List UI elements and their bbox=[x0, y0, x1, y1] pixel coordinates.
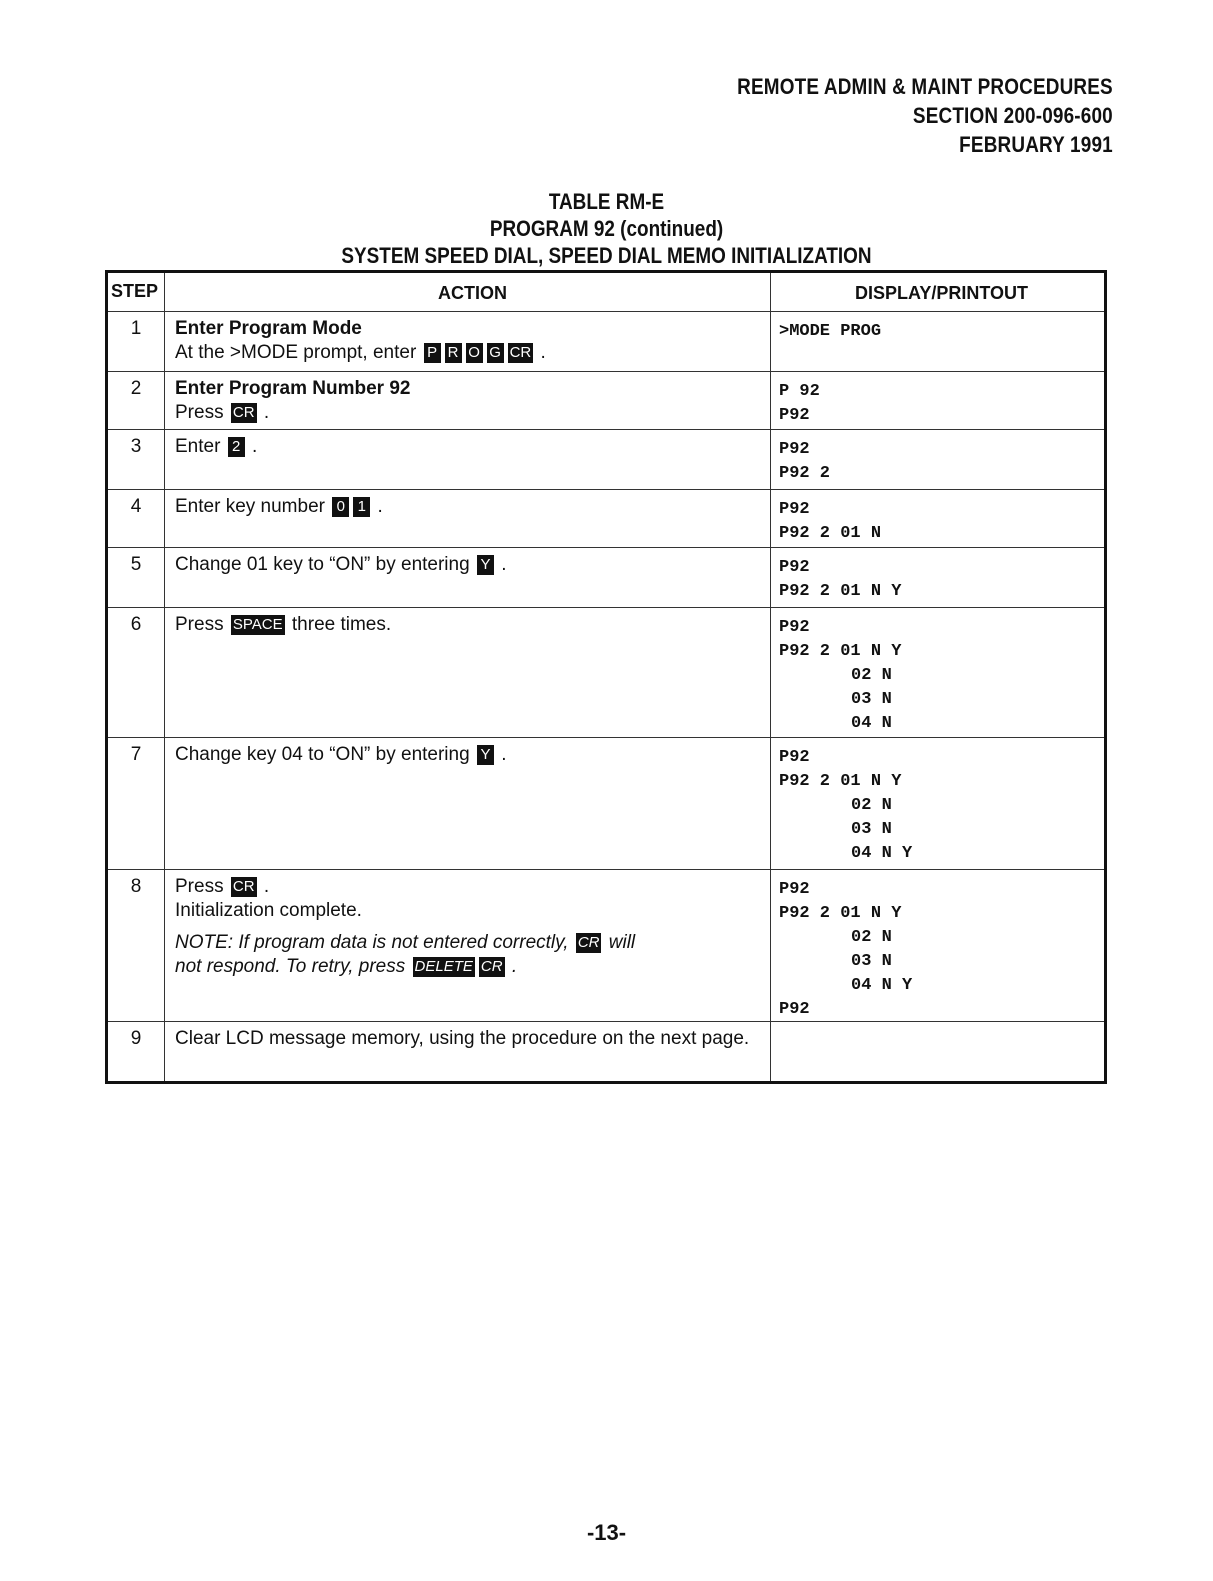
table-row bbox=[108, 371, 1104, 429]
action-cell bbox=[165, 372, 771, 429]
table-row bbox=[108, 489, 1104, 547]
display-line: 03 N bbox=[851, 820, 892, 839]
key-delete-icon: DELETE bbox=[414, 958, 473, 975]
action-text bbox=[175, 435, 770, 459]
key-cr-icon: CR bbox=[232, 878, 255, 895]
step-number: 6 bbox=[108, 608, 165, 737]
action-text bbox=[175, 341, 770, 365]
step-number: 2 bbox=[108, 372, 165, 429]
display-cell bbox=[771, 738, 1104, 869]
display-line: >MODE PROG bbox=[779, 322, 882, 341]
note-text: . bbox=[511, 956, 518, 977]
display-line: P92 2 01 N bbox=[779, 524, 882, 543]
table-row bbox=[108, 1021, 1104, 1081]
action-text bbox=[175, 495, 770, 519]
table-row bbox=[108, 869, 1104, 1021]
action-text bbox=[175, 875, 770, 899]
display-line: P92 bbox=[779, 618, 810, 637]
note-text: will bbox=[608, 932, 636, 953]
display-line: 04 N Y bbox=[851, 976, 913, 995]
action-label: Change 01 key to “ON” by entering bbox=[175, 554, 470, 575]
table-row bbox=[108, 311, 1104, 371]
step-number: 3 bbox=[108, 430, 165, 489]
display-line: 02 N bbox=[851, 796, 892, 815]
display-cell bbox=[771, 548, 1104, 607]
action-cell bbox=[165, 490, 771, 547]
action-label: Change key 04 to “ON” by entering bbox=[175, 744, 470, 765]
action-text bbox=[175, 553, 770, 577]
display-line: P92 bbox=[779, 1000, 810, 1019]
step-number: 9 bbox=[108, 1022, 165, 1081]
action-title: Enter Program Number 92 bbox=[175, 378, 411, 399]
action-end: . bbox=[263, 402, 270, 423]
display-cell bbox=[771, 430, 1104, 489]
key-2-icon: 2 bbox=[228, 437, 245, 457]
table-row bbox=[108, 429, 1104, 489]
display-line: 04 N Y bbox=[851, 844, 913, 863]
key-o-icon: O bbox=[466, 343, 483, 363]
action-end: . bbox=[263, 876, 270, 897]
key-space-icon: SPACE bbox=[232, 616, 283, 633]
action-end: . bbox=[501, 744, 507, 765]
display-line: P92 bbox=[779, 440, 810, 459]
display-cell bbox=[771, 1022, 1104, 1081]
display-line: P92 2 bbox=[779, 464, 831, 483]
action-cell bbox=[165, 738, 771, 869]
table-subtitle: SYSTEM SPEED DIAL, SPEED DIAL MEMO INITIALIZATION bbox=[341, 243, 872, 268]
table-title bbox=[0, 188, 1213, 269]
key-1-icon: 1 bbox=[353, 497, 370, 517]
action-label: Press bbox=[175, 402, 224, 423]
display-line: P92 bbox=[779, 748, 810, 767]
program-title: PROGRAM 92 (continued) bbox=[489, 216, 724, 241]
display-line: P92 2 01 N Y bbox=[779, 904, 902, 923]
table-row bbox=[108, 547, 1104, 607]
action-end: . bbox=[377, 496, 383, 517]
procedure-table bbox=[105, 270, 1107, 1084]
table-row bbox=[108, 737, 1104, 869]
action-text bbox=[175, 401, 770, 425]
display-line: P 92 bbox=[779, 382, 820, 401]
action-title: Enter Program Mode bbox=[175, 318, 362, 339]
display-line: 03 N bbox=[851, 690, 892, 709]
step-number: 1 bbox=[108, 312, 165, 371]
header-date: FEBRUARY 1991 bbox=[959, 132, 1113, 157]
action-end: three times. bbox=[291, 614, 392, 635]
action-end: . bbox=[540, 342, 546, 363]
display-line: 02 N bbox=[851, 666, 892, 685]
document-header bbox=[737, 72, 1113, 159]
action-note bbox=[175, 931, 770, 979]
step-number: 8 bbox=[108, 870, 165, 1021]
display-line: P92 2 01 N Y bbox=[779, 772, 902, 791]
note-text: not respond. To retry, press bbox=[175, 956, 406, 977]
header-title: REMOTE ADMIN & MAINT PROCEDURES bbox=[737, 74, 1113, 99]
step-number: 5 bbox=[108, 548, 165, 607]
action-text bbox=[175, 1027, 770, 1051]
display-cell bbox=[771, 490, 1104, 547]
action-label: Press bbox=[175, 614, 224, 635]
key-cr-icon: CR bbox=[480, 958, 503, 975]
table-row bbox=[108, 607, 1104, 737]
table-header-row bbox=[108, 273, 1104, 311]
step-number: 4 bbox=[108, 490, 165, 547]
key-0-icon: 0 bbox=[332, 497, 349, 517]
key-cr-icon: CR bbox=[577, 934, 600, 951]
display-line: 02 N bbox=[851, 928, 892, 947]
display-cell bbox=[771, 372, 1104, 429]
key-y-icon: Y bbox=[477, 555, 494, 575]
action-cell bbox=[165, 312, 771, 371]
display-line: P92 bbox=[779, 406, 810, 425]
action-text bbox=[175, 743, 770, 767]
action-text-secondary: Initialization complete. bbox=[175, 900, 362, 921]
action-end: . bbox=[251, 436, 258, 457]
key-y-icon: Y bbox=[477, 745, 494, 765]
column-header-step: STEP bbox=[108, 273, 165, 311]
header-section: SECTION 200-096-600 bbox=[913, 103, 1113, 128]
action-label: Enter key number bbox=[175, 496, 325, 517]
display-cell bbox=[771, 312, 1104, 371]
key-p-icon: P bbox=[424, 343, 441, 363]
key-cr-icon: CR bbox=[509, 344, 532, 361]
column-header-display: DISPLAY/PRINTOUT bbox=[854, 283, 1029, 303]
display-line: P92 bbox=[779, 880, 810, 899]
key-cr-icon: CR bbox=[232, 404, 255, 421]
action-label: Enter bbox=[175, 436, 221, 457]
step-number: 7 bbox=[108, 738, 165, 869]
note-text: NOTE: If program data is not entered correctly, bbox=[175, 932, 569, 953]
action-label: At the >MODE prompt, enter bbox=[175, 342, 417, 363]
page-number: -13- bbox=[586, 1520, 627, 1545]
action-end: . bbox=[501, 554, 507, 575]
display-line: 04 N bbox=[851, 714, 892, 733]
display-line: P92 2 01 N Y bbox=[779, 642, 902, 661]
display-line: 03 N bbox=[851, 952, 892, 971]
action-cell bbox=[165, 1022, 771, 1081]
action-cell bbox=[165, 430, 771, 489]
display-cell bbox=[771, 870, 1104, 1021]
display-line: P92 bbox=[779, 500, 810, 519]
action-label: Clear LCD message memory, using the procedure on the next page. bbox=[175, 1028, 750, 1049]
column-header-action: ACTION bbox=[165, 273, 771, 311]
table-id: TABLE RM-E bbox=[548, 189, 665, 214]
display-line: P92 bbox=[779, 558, 810, 577]
key-r-icon: R bbox=[445, 343, 462, 363]
action-cell bbox=[165, 608, 771, 737]
action-cell bbox=[165, 870, 771, 1021]
action-cell bbox=[165, 548, 771, 607]
action-label: Press bbox=[175, 876, 224, 897]
display-cell bbox=[771, 608, 1104, 737]
key-g-icon: G bbox=[487, 343, 504, 363]
display-line: P92 2 01 N Y bbox=[779, 582, 902, 601]
action-text bbox=[175, 613, 770, 637]
